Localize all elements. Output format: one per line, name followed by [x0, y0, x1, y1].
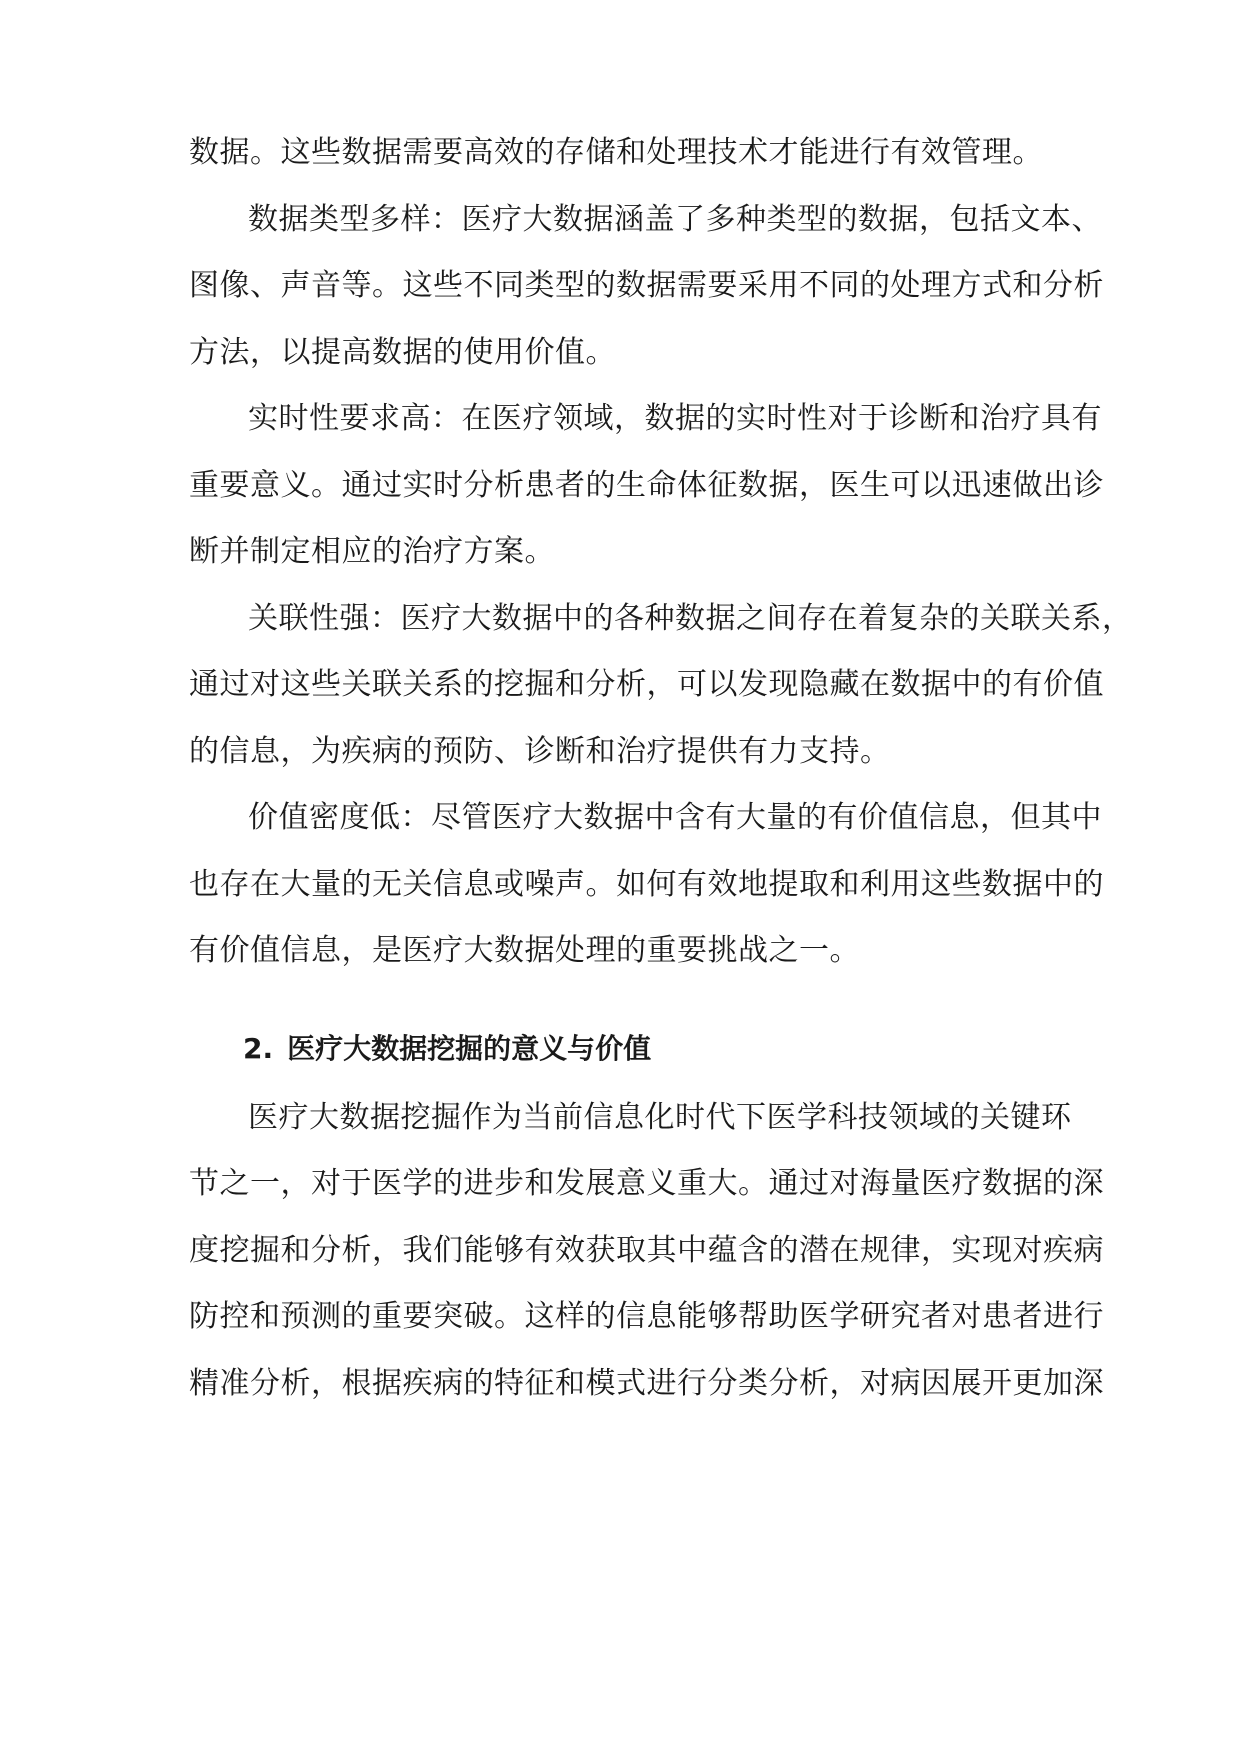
text-line: 方法，以提高数据的使用价值。	[189, 335, 616, 370]
text-line: 图像、声音等。这些不同类型的数据需要采用不同的处理方式和分析	[189, 268, 1104, 303]
text-line: 重要意义。通过实时分析患者的生命体征数据，医生可以迅速做出诊	[189, 468, 1104, 503]
text-line: 关联性强：医疗大数据中的各种数据之间存在着复杂的关联关系，	[248, 601, 1133, 636]
text-line: 断并制定相应的治疗方案。	[189, 534, 555, 569]
text-line: 精准分析，根据疾病的特征和模式进行分类分析，对病因展开更加深	[189, 1366, 1104, 1401]
text-line: 数据类型多样：医疗大数据涵盖了多种类型的数据，包括文本、	[248, 202, 1102, 237]
section-number: 2.	[243, 1032, 274, 1065]
text-line: 通过对这些关联关系的挖掘和分析，可以发现隐藏在数据中的有价值	[189, 667, 1104, 702]
text-line: 也存在大量的无关信息或噪声。如何有效地提取和利用这些数据中的	[189, 867, 1104, 902]
text-line: 数据。这些数据需要高效的存储和处理技术才能进行有效管理。	[189, 135, 1043, 170]
text-line: 度挖掘和分析，我们能够有效获取其中蕴含的潜在规律，实现对疾病	[189, 1233, 1104, 1268]
text-line: 医疗大数据挖掘作为当前信息化时代下医学科技领域的关键环	[248, 1100, 1072, 1135]
text-line: 有价值信息，是医疗大数据处理的重要挑战之一。	[189, 933, 860, 968]
text-line: 价值密度低：尽管医疗大数据中含有大量的有价值信息，但其中	[248, 800, 1102, 835]
text-line: 实时性要求高：在医疗领域，数据的实时性对于诊断和治疗具有	[248, 401, 1102, 436]
text-line: 防控和预测的重要突破。这样的信息能够帮助医学研究者对患者进行	[189, 1299, 1104, 1334]
text-line: 的信息，为疾病的预防、诊断和治疗提供有力支持。	[189, 734, 891, 769]
section-heading	[243, 1029, 651, 1069]
section-title: 医疗大数据挖掘的意义与价值	[287, 1032, 652, 1065]
text-line: 节之一，对于医学的进步和发展意义重大。通过对海量医疗数据的深	[189, 1166, 1104, 1201]
